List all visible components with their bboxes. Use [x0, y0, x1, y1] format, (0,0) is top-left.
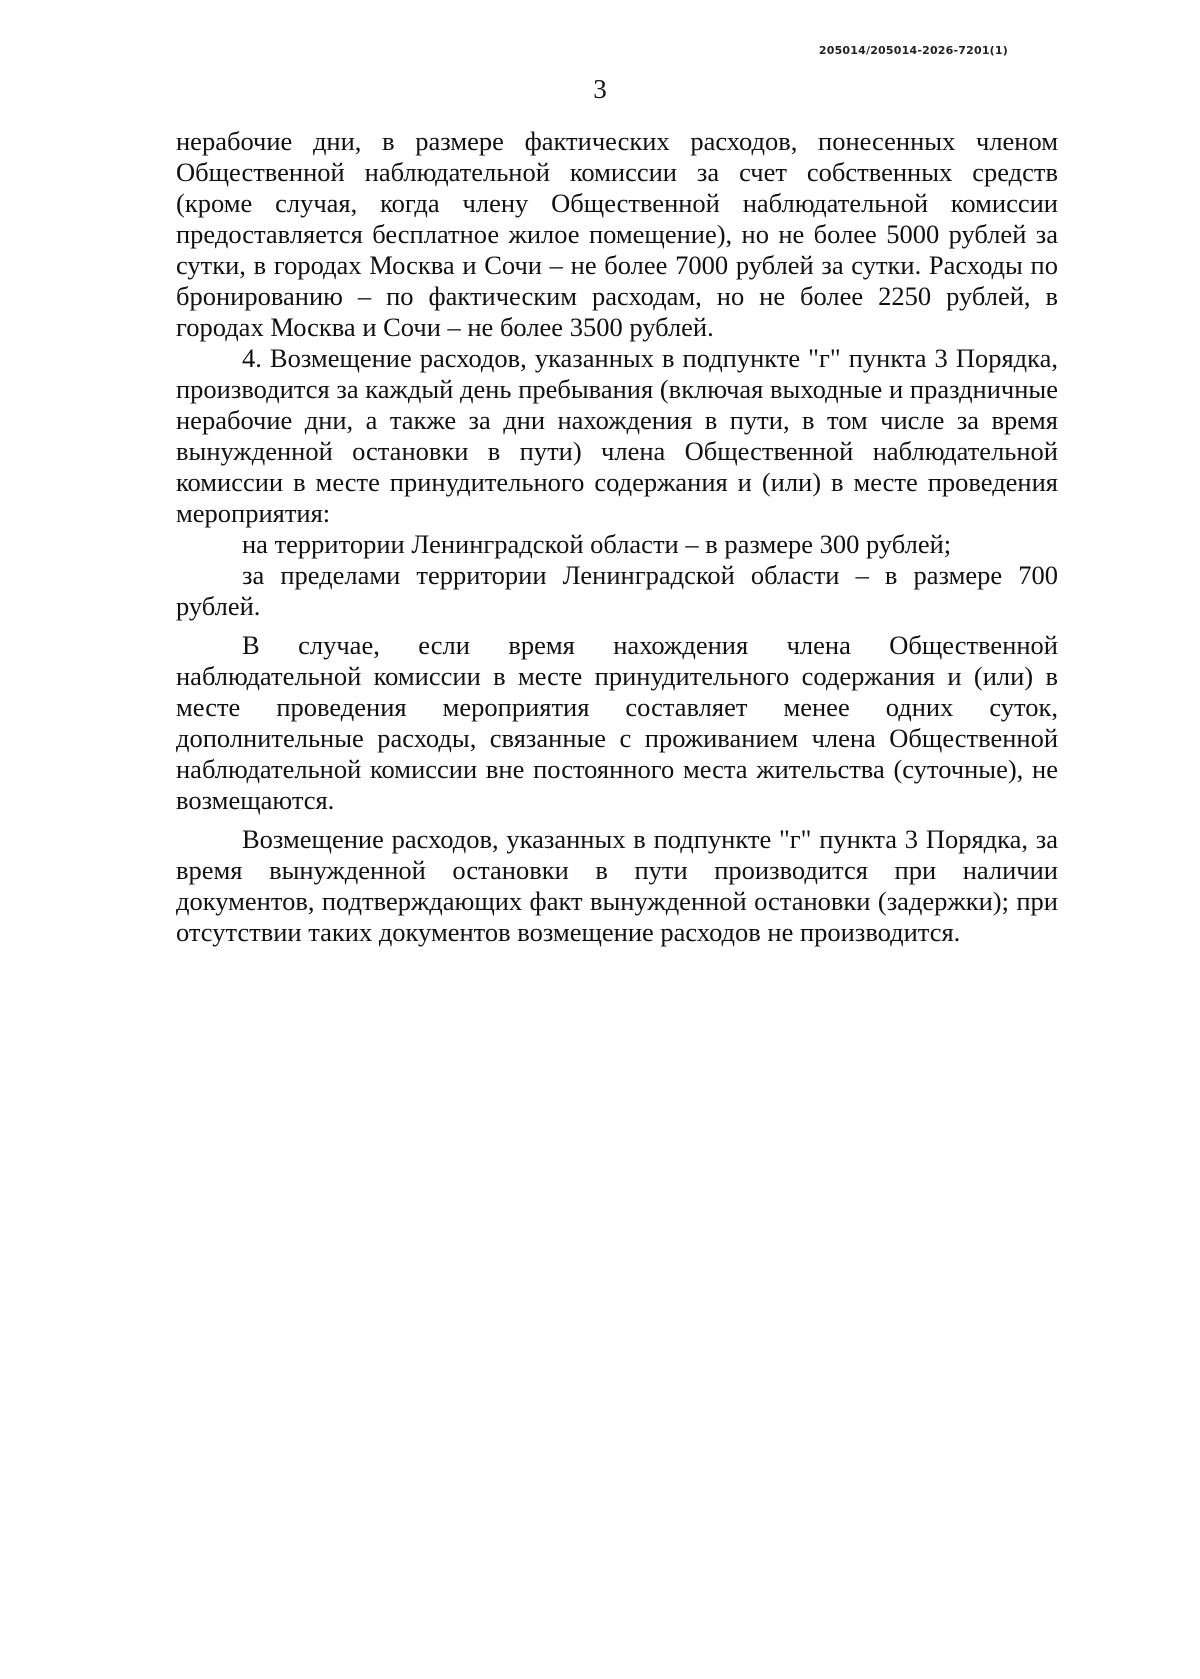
- paragraph: В случае, если время нахождения члена Общественной наблюдательной комиссии в месте принудительного содержания и (или) в месте проведения мероприятия составляет менее одних суток, дополнительные расходы, связанные с проживанием члена Общественной наблюдательной комиссии вне постоянного места жительства (суточные), не возмещаются.: [176, 630, 1058, 815]
- paragraph: 4. Возмещение расходов, указанных в подпункте "г" пункта 3 Порядка, производится за каждый день пребывания (включая выходные и праздничные нерабочие дни, а также за дни нахождения в пути, в том числе за время вынужденной остановки в пути) члена Общественной наблюдательной комиссии в месте принудительного содержания и (или) в месте проведения мероприятия:: [176, 343, 1058, 528]
- page-number: 3: [593, 74, 607, 104]
- document-body: [176, 126, 1058, 948]
- document-id: 205014/205014-2026-7201(1): [818, 44, 1008, 57]
- paragraph: нерабочие дни, в размере фактических расходов, понесенных членом Общественной наблюдательной комиссии за счет собственных средств (кроме случая, когда члену Общественной наблюдательной комиссии предоставляется бесплатное жилое помещение), но не более 5000 рублей за сутки, в городах Москва и Сочи – не более 7000 рублей за сутки. Расходы по бронированию – по фактическим расходам, но не более 2250 рублей, в городах Москва и Сочи – не более 3500 рублей.: [176, 126, 1058, 342]
- paragraph: за пределами территории Ленинградской области – в размере 700 рублей.: [176, 560, 1058, 621]
- paragraph: на территории Ленинградской области – в размере 300 рублей;: [242, 529, 952, 559]
- paragraph: Возмещение расходов, указанных в подпункте "г" пункта 3 Порядка, за время вынужденной остановки в пути производится при наличии документов, подтверждающих факт вынужденной остановки (задержки); при отсутствии таких документов возмещение расходов не производится.: [176, 824, 1058, 947]
